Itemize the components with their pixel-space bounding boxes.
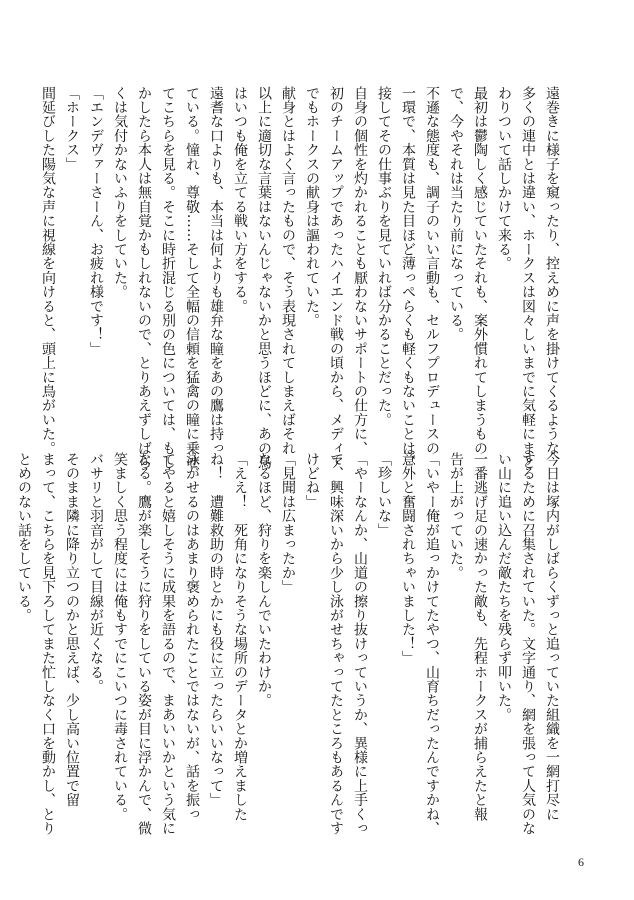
lower-text-block xyxy=(16,452,564,836)
lower-text-line: 今日は塚内がしばらくずっと追っていた組織を一網打尽に xyxy=(544,452,560,822)
lower-text-line: けどね」 xyxy=(304,452,320,509)
upper-text-line: くは気付かないふりをしていた。 xyxy=(112,86,128,299)
upper-text-line: 献身とはよく言ったもので、そう表現されてしまえばそれ xyxy=(280,86,296,456)
lower-text-line: 「珍しいな」 xyxy=(376,452,392,538)
page-number: 6 xyxy=(578,855,584,869)
upper-text-line: 不遜な態度も、調子のいい言動も、セルフプロデュースの xyxy=(424,86,440,456)
upper-text-line: 遠巻きに様子を窺ったり、控えめに声を掛けてくるような xyxy=(544,86,560,456)
lower-text-line: なる。鷹が楽しそうに狩りをしている姿が目に浮かんで、微 xyxy=(136,452,152,836)
lower-text-line: そのまま隣に降り立つのかと思えば、少し高い位置で留 xyxy=(64,452,80,807)
lower-text-line: 「いやー俺が追っかけてたやつ、山育ちだったんですかね、 xyxy=(424,452,440,836)
lower-text-line: なるほど、狩りを楽しんでいたわけか。 xyxy=(256,452,272,708)
upper-text-line: てこちらを見る。そこに時折混じる別の色については、もし xyxy=(160,86,176,470)
upper-text-line: 「エンデヴァーさーん、お疲れ様です！」 xyxy=(88,86,104,356)
upper-text-line: 「ホークス」 xyxy=(64,86,80,172)
upper-text-line: 間延びした陽気な声に視線を向けると、頭上に鳥がいた。 xyxy=(40,86,56,456)
lower-text-line: 告が上がっていた。 xyxy=(448,452,464,580)
upper-text-line: はいつも俺を立てる戦い方をする。 xyxy=(232,86,248,314)
upper-text-line: でもホークスの献身は謳われていた。 xyxy=(304,86,320,328)
upper-text-line: 多くの連中とは違い、ホークスは図々しいまでに気軽にまと xyxy=(520,86,536,470)
upper-text-line: 一環で、本質は見た目ほど薄っぺらくも軽くもないことは、 xyxy=(400,86,416,470)
upper-text-line: 以上に適切な言葉はないんじゃないかと思うほどに、あの鳥 xyxy=(256,86,272,470)
lower-text-line: 笑ましく思う程度には俺もすでにこいつに毒されている。 xyxy=(112,452,128,822)
upper-text-line: 最初は鬱陶しく感じていたそれも、案外慣れてしまうもの xyxy=(472,86,488,456)
lower-text-line: てやると嬉しそうに成果を語るので、まあいいかという気に xyxy=(160,452,176,836)
lower-text-line: するために召集されていた。文字通り、網を張って人気のな xyxy=(520,452,536,836)
lower-text-line: 「見聞は広まったか」 xyxy=(280,452,296,594)
upper-text-line: 接してその仕事ぶりを見ていれば分かることだった。 xyxy=(376,86,392,427)
lower-text-line: 泳がせるのはあまり褒められたことではないが、話を振っ xyxy=(184,452,200,822)
upper-text-line: で、今やそれは当たり前になっている。 xyxy=(448,86,464,342)
upper-text-line: わりついて話しかけて来る。 xyxy=(496,86,512,271)
lower-text-line: 「ええ！ 死角になりそうな場所のデータとか増えました xyxy=(232,452,248,822)
lower-text-line: 「やーなんか、山道の擦り抜けっていうか、異様に上手くっ xyxy=(352,452,368,836)
lower-text-line: て、興味深いから少し泳がせちゃってたところもあるんです xyxy=(328,452,344,836)
upper-text-line: 遠耆な口よりも、本当は何よりも雄弁な瞳をあの鷹は持っ xyxy=(208,86,224,456)
upper-text-line: 初のチームアップであったハイエンド戦の頃から、メディア xyxy=(328,86,344,470)
upper-text-block xyxy=(40,86,564,470)
lower-text-line: い山に追い込んだ敵たちを残らず叩いた。 xyxy=(496,452,512,722)
lower-text-line: 一番逃げ足の速かった敵も、先程ホークスが捕らえたと報 xyxy=(472,452,488,822)
upper-text-line: 自身の個性を灼かれることも厭わないサポートの仕方に、 xyxy=(352,86,368,456)
lower-text-line: ね！ 遭難救助の時とかにも役に立ったらいいなって」 xyxy=(208,452,224,807)
upper-text-line: ている。憧れ、尊敬……そして全幅の信頼を猛禽の瞳に乗せ xyxy=(184,86,200,470)
lower-text-line: まって、こちらを見下ろしてまた忙しなく口を動かし、とり xyxy=(40,452,56,836)
lower-text-line: バサリと羽音がして目線が近くなる。 xyxy=(88,452,104,694)
lower-text-line: とめのない話をしている。 xyxy=(16,452,32,623)
upper-text-line: かしたら本人は無自覚かもしれないので、とりあえずしばら xyxy=(136,86,152,470)
lower-text-line: 意外と奮闘されちゃいました！」 xyxy=(400,452,416,665)
